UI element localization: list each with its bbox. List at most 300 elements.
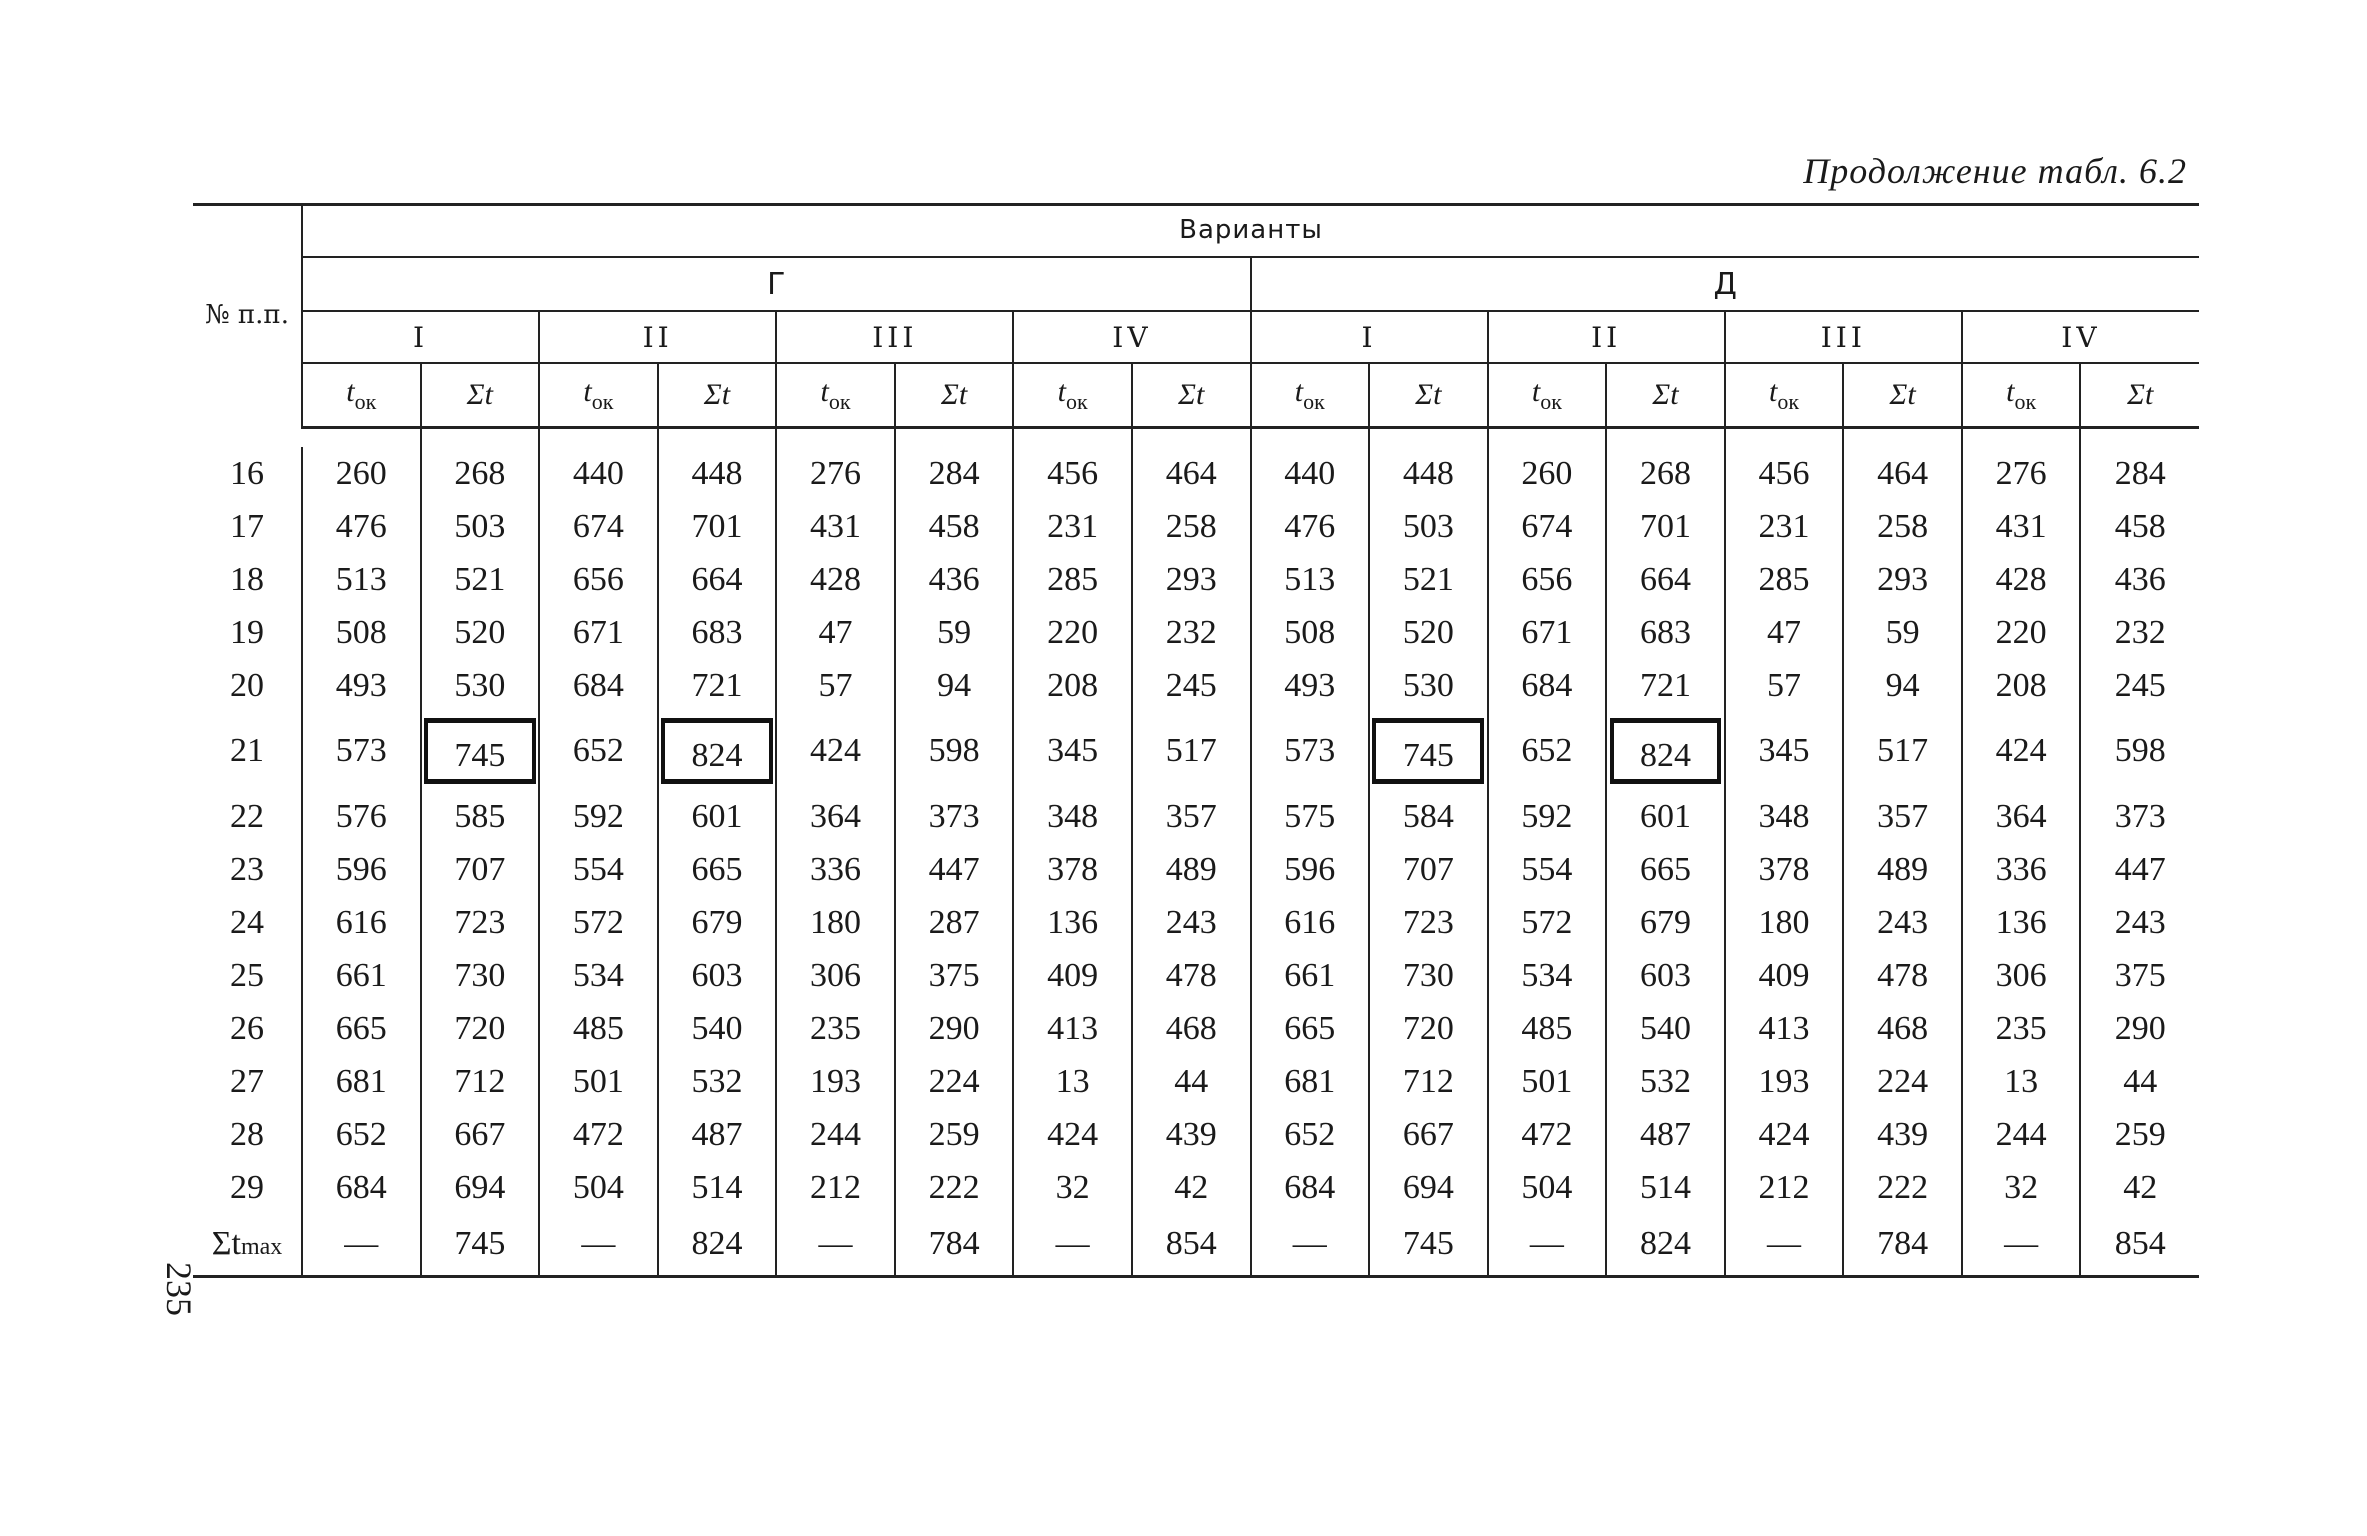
table-cell: 665 <box>1251 1002 1370 1055</box>
table-cell: 428 <box>1962 553 2081 606</box>
table-cell: 258 <box>1843 500 1962 553</box>
table-cell: 684 <box>1251 1161 1370 1214</box>
sum-max-cell: — <box>776 1214 895 1278</box>
table-cell: 258 <box>1132 500 1251 553</box>
table-cell: 603 <box>658 949 777 1002</box>
table-cell: 428 <box>776 553 895 606</box>
table-cell: 554 <box>539 843 658 896</box>
critical-path-value: 745 <box>1372 718 1484 784</box>
table-cell <box>1606 712 1725 790</box>
table-cell: 208 <box>1013 659 1132 712</box>
table-cell: 260 <box>335 454 387 492</box>
table-cell: 136 <box>1013 896 1132 949</box>
table-cell: 665 <box>1606 843 1725 896</box>
row-number: 23 <box>193 843 302 896</box>
table-cell: 652 <box>1251 1108 1370 1161</box>
table-cell: 59 <box>1843 606 1962 659</box>
table-cell: 306 <box>1962 949 2081 1002</box>
table-cell: 243 <box>1132 896 1251 949</box>
table-cell: 712 <box>421 1055 540 1108</box>
row-number: 29 <box>193 1161 302 1214</box>
table-cell: 476 <box>335 507 387 545</box>
table-cell: 584 <box>1369 790 1488 843</box>
table-cell: 721 <box>658 659 777 712</box>
table-cell: 231 <box>1725 500 1844 553</box>
table-cell: 284 <box>895 447 1014 500</box>
table-cell: 232 <box>2080 606 2199 659</box>
column-header-t: t <box>1057 375 1066 408</box>
table-cell: 694 <box>421 1161 540 1214</box>
column-header-sum-t: Σt <box>2080 363 2199 428</box>
column-header-t: t <box>1294 375 1304 408</box>
table-cell: 596 <box>335 850 387 888</box>
column-header-sum-t: Σt <box>895 363 1014 428</box>
table-cell: 440 <box>1251 447 1370 500</box>
column-header-t-subscript: ок <box>354 389 377 414</box>
spacer-cell <box>1725 428 1844 448</box>
table-cell: 439 <box>1132 1108 1251 1161</box>
table-cell: 554 <box>1488 843 1607 896</box>
table-cell: 513 <box>335 560 387 598</box>
table-cell: 504 <box>539 1161 658 1214</box>
table-cell: 532 <box>658 1055 777 1108</box>
table-cell: 730 <box>1369 949 1488 1002</box>
table-cell: 679 <box>658 896 777 949</box>
table-caption: Продолжение табл. 6.2 <box>1803 151 2187 191</box>
sum-max-symbol: Σt <box>211 1225 241 1262</box>
table-cell: 357 <box>1132 790 1251 843</box>
table-cell: 224 <box>1843 1055 1962 1108</box>
column-header-sum-t: Σt <box>421 363 540 428</box>
table-cell: 501 <box>539 1055 658 1108</box>
table-cell: 665 <box>335 1009 387 1047</box>
table-cell: 720 <box>1369 1002 1488 1055</box>
table-cell: 532 <box>1606 1055 1725 1108</box>
table-cell: 472 <box>1488 1108 1607 1161</box>
table-cell: 664 <box>1606 553 1725 606</box>
row-number: 20 <box>193 659 302 712</box>
column-header-t-ok <box>1013 363 1132 428</box>
table-cell: 364 <box>776 790 895 843</box>
table-cell: 576 <box>335 797 387 835</box>
column-header-t: t <box>1769 375 1778 408</box>
data-table <box>193 203 2199 1278</box>
spacer-cell <box>1013 428 1132 448</box>
table-cell: 259 <box>895 1108 1014 1161</box>
row-number: 25 <box>193 949 302 1002</box>
column-header-t-ok <box>1251 363 1370 428</box>
table-cell: 517 <box>1843 712 1962 790</box>
table-cell: 348 <box>1013 790 1132 843</box>
table-cell: 32 <box>1962 1161 2081 1214</box>
table-cell: 244 <box>1962 1108 2081 1161</box>
table-cell: 243 <box>2080 896 2199 949</box>
spacer-cell <box>1251 428 1370 448</box>
table-cell: 720 <box>421 1002 540 1055</box>
column-header-sum-t: Σt <box>1132 363 1251 428</box>
table-cell: 431 <box>1962 500 2081 553</box>
critical-path-value: 824 <box>1610 718 1722 784</box>
column-header-t: t <box>2006 375 2015 408</box>
sum-max-cell: — <box>1013 1214 1132 1278</box>
table-cell: 603 <box>1606 949 1725 1002</box>
table-cell: 180 <box>776 896 895 949</box>
table-cell: 572 <box>539 896 658 949</box>
table-cell: 458 <box>2080 500 2199 553</box>
column-header-t-subscript: ок <box>1777 389 1800 414</box>
table-cell: 235 <box>1962 1002 2081 1055</box>
table-cell: 665 <box>658 843 777 896</box>
row-number: 19 <box>193 606 302 659</box>
table-row <box>193 659 2199 712</box>
table-cell: 730 <box>421 949 540 1002</box>
table-cell: 357 <box>1843 790 1962 843</box>
row-number: 27 <box>193 1055 302 1108</box>
table-cell: 504 <box>1488 1161 1607 1214</box>
column-header-t-subscript: ок <box>2014 389 2037 414</box>
table-row <box>193 553 2199 606</box>
table-row <box>193 949 2199 1002</box>
table-row <box>193 896 2199 949</box>
row-number: 26 <box>193 1002 302 1055</box>
table-cell: 208 <box>1962 659 2081 712</box>
table-cell: 534 <box>1488 949 1607 1002</box>
column-header-t-subscript: ок <box>828 389 851 414</box>
page-number: 235 <box>159 1262 199 1316</box>
row-number-header: № п.п. <box>193 203 302 428</box>
column-header-row <box>193 363 2199 428</box>
table-cell: 656 <box>539 553 658 606</box>
table-cell: 212 <box>776 1161 895 1214</box>
table-row <box>193 1161 2199 1214</box>
table-cell: 375 <box>895 949 1014 1002</box>
table-cell: 681 <box>335 1062 387 1100</box>
table-cell: 701 <box>1606 500 1725 553</box>
table-cell: 222 <box>895 1161 1014 1214</box>
table-cell: 478 <box>1843 949 1962 1002</box>
sum-max-subscript: max <box>240 1234 283 1260</box>
table-cell: 458 <box>895 500 1014 553</box>
table-cell: 424 <box>1013 1108 1132 1161</box>
table-cell: 224 <box>895 1055 1014 1108</box>
table-cell: 501 <box>1488 1055 1607 1108</box>
column-header-sum-t: Σt <box>1843 363 1962 428</box>
table-cell: 573 <box>1251 712 1370 790</box>
spacer-cell <box>776 428 895 448</box>
group-header: Д <box>1251 257 2200 311</box>
table-cell: 413 <box>1013 1002 1132 1055</box>
sum-max-cell: — <box>1725 1214 1844 1278</box>
table-cell: 375 <box>2080 949 2199 1002</box>
table-cell: 707 <box>421 843 540 896</box>
subgroup-header: III <box>776 311 1013 363</box>
spacer-cell <box>895 428 1014 448</box>
table-cell: 32 <box>1013 1161 1132 1214</box>
table-cell: 514 <box>658 1161 777 1214</box>
table-cell: 180 <box>1725 896 1844 949</box>
table-cell: 285 <box>1725 553 1844 606</box>
table-cell: 683 <box>1606 606 1725 659</box>
table-cell: 268 <box>421 447 540 500</box>
table-header <box>193 203 2199 428</box>
sum-max-cell: — <box>1251 1214 1370 1278</box>
table-cell: 656 <box>1488 553 1607 606</box>
table-spacer-row <box>193 428 2199 448</box>
spacer-cell <box>1369 428 1488 448</box>
row-number: 18 <box>193 553 302 606</box>
table-cell: 336 <box>776 843 895 896</box>
sum-max-cell: — <box>344 1225 379 1262</box>
table-cell: 684 <box>539 659 658 712</box>
table-cell: 276 <box>776 447 895 500</box>
spacer-cell <box>1962 428 2081 448</box>
table-cell: 468 <box>1843 1002 1962 1055</box>
table-row <box>193 500 2199 553</box>
table-cell: 57 <box>776 659 895 712</box>
spacer-cell <box>1132 428 1251 448</box>
table-cell: 348 <box>1725 790 1844 843</box>
column-header-t-ok <box>1488 363 1607 428</box>
table-cell: 193 <box>776 1055 895 1108</box>
sum-max-cell: 745 <box>421 1214 540 1278</box>
table-cell: 592 <box>539 790 658 843</box>
table-row <box>193 790 2199 843</box>
column-header-t: t <box>820 375 829 408</box>
spacer-cell <box>539 428 658 448</box>
table-cell: 44 <box>2080 1055 2199 1108</box>
subgroup-header: II <box>1488 311 1725 363</box>
table-cell: 290 <box>2080 1002 2199 1055</box>
table-cell: 508 <box>1251 606 1370 659</box>
table-cell: 652 <box>1488 712 1607 790</box>
table-cell: 13 <box>1013 1055 1132 1108</box>
sum-max-cell: 784 <box>1843 1214 1962 1278</box>
table-cell: 487 <box>658 1108 777 1161</box>
table-cell: 517 <box>1132 712 1251 790</box>
table-cell: 47 <box>1725 606 1844 659</box>
table-body <box>193 428 2199 1279</box>
table-cell: 94 <box>1843 659 1962 712</box>
table-cell: 503 <box>1369 500 1488 553</box>
table-cell: 456 <box>1725 447 1844 500</box>
sum-max-label <box>193 1214 302 1278</box>
critical-path-value: 824 <box>661 718 773 784</box>
group-header-row <box>193 257 2199 311</box>
column-header-t-ok <box>539 363 658 428</box>
spacer-cell <box>1606 428 1725 448</box>
table-cell: 447 <box>895 843 1014 896</box>
variants-header: Варианты <box>1179 214 1323 245</box>
table-cell: 373 <box>895 790 1014 843</box>
table-row <box>193 1002 2199 1055</box>
spacer-cell <box>193 428 302 448</box>
spacer-cell <box>1488 428 1607 448</box>
table-cell: 220 <box>1962 606 2081 659</box>
spacer-cell <box>2080 428 2199 448</box>
table-cell: 671 <box>1488 606 1607 659</box>
sum-max-cell: 784 <box>895 1214 1014 1278</box>
table-cell: 683 <box>658 606 777 659</box>
table-cell: 448 <box>658 447 777 500</box>
sum-max-cell: 745 <box>1369 1214 1488 1278</box>
sum-max-cell: 854 <box>2080 1214 2199 1278</box>
table-row <box>193 447 2199 500</box>
table-cell: 521 <box>421 553 540 606</box>
table-cell: 293 <box>1843 553 1962 606</box>
table-cell: 679 <box>1606 896 1725 949</box>
table-cell: 268 <box>1606 447 1725 500</box>
table-cell: 489 <box>1132 843 1251 896</box>
table-cell: 476 <box>1251 500 1370 553</box>
table-cell: 575 <box>1251 790 1370 843</box>
table-row <box>193 712 2199 790</box>
table-cell: 540 <box>658 1002 777 1055</box>
table-cell: 573 <box>335 732 387 769</box>
table-cell: 378 <box>1725 843 1844 896</box>
row-number: 22 <box>193 790 302 843</box>
group-header: Г <box>302 257 1251 311</box>
table-cell: 493 <box>1251 659 1370 712</box>
table-cell: 260 <box>1488 447 1607 500</box>
table-cell: 520 <box>1369 606 1488 659</box>
spacer-cell <box>302 428 421 448</box>
spacer-cell <box>658 428 777 448</box>
sum-max-cell: 824 <box>1606 1214 1725 1278</box>
table-cell: 540 <box>1606 1002 1725 1055</box>
table-cell: 245 <box>2080 659 2199 712</box>
row-number: 17 <box>193 500 302 553</box>
table-cell: 231 <box>1013 500 1132 553</box>
subgroup-header: III <box>1725 311 1962 363</box>
table-cell: 57 <box>1725 659 1844 712</box>
subgroup-header-row <box>193 311 2199 363</box>
table-cell: 652 <box>335 1115 387 1153</box>
column-header-t-ok <box>302 363 421 428</box>
table-cell: 284 <box>2080 447 2199 500</box>
table-cell: 448 <box>1369 447 1488 500</box>
table-cell: 193 <box>1725 1055 1844 1108</box>
column-header-sum-t: Σt <box>1606 363 1725 428</box>
table-cell: 378 <box>1013 843 1132 896</box>
table-cell: 513 <box>1251 553 1370 606</box>
table-cell: 712 <box>1369 1055 1488 1108</box>
table-cell: 616 <box>1251 896 1370 949</box>
table-cell: 345 <box>1013 712 1132 790</box>
column-header-t-subscript: ок <box>1540 389 1562 414</box>
table-row <box>193 606 2199 659</box>
table-cell: 489 <box>1843 843 1962 896</box>
table-cell: 681 <box>1251 1055 1370 1108</box>
table-cell: 674 <box>1488 500 1607 553</box>
row-number: 21 <box>193 712 302 790</box>
sum-max-cell: 854 <box>1132 1214 1251 1278</box>
column-header-t-subscript: ок <box>1303 389 1325 414</box>
table-cell: 47 <box>776 606 895 659</box>
table-cell: 674 <box>539 500 658 553</box>
column-header-t-subscript: ок <box>591 389 614 414</box>
table-row <box>193 1055 2199 1108</box>
table-cell: 59 <box>895 606 1014 659</box>
table-cell: 707 <box>1369 843 1488 896</box>
spacer-cell <box>1843 428 1962 448</box>
table-cell: 723 <box>1369 896 1488 949</box>
table-cell: 721 <box>1606 659 1725 712</box>
table-cell: 485 <box>539 1002 658 1055</box>
sum-max-row <box>193 1214 2199 1278</box>
spacer-cell <box>421 428 540 448</box>
column-header-sum-t: Σt <box>658 363 777 428</box>
table-cell: 276 <box>1962 447 2081 500</box>
table-cell: 364 <box>1962 790 2081 843</box>
table-cell: 534 <box>539 949 658 1002</box>
table-cell: 596 <box>1251 843 1370 896</box>
table-cell: 472 <box>539 1108 658 1161</box>
table-cell: 464 <box>1132 447 1251 500</box>
table-cell: 212 <box>1725 1161 1844 1214</box>
table-cell: 684 <box>1488 659 1607 712</box>
table-cell: 290 <box>895 1002 1014 1055</box>
table-cell: 345 <box>1725 712 1844 790</box>
table-cell: 585 <box>421 790 540 843</box>
table-cell: 436 <box>2080 553 2199 606</box>
row-number: 16 <box>193 447 302 500</box>
table-cell: 244 <box>776 1108 895 1161</box>
table-cell: 373 <box>2080 790 2199 843</box>
table-cell: 667 <box>421 1108 540 1161</box>
table-row <box>193 843 2199 896</box>
table-cell: 245 <box>1132 659 1251 712</box>
table-cell: 439 <box>1843 1108 1962 1161</box>
table-cell: 530 <box>1369 659 1488 712</box>
table-cell: 431 <box>776 500 895 553</box>
table-cell: 436 <box>895 553 1014 606</box>
sum-max-cell: 824 <box>658 1214 777 1278</box>
table-cell: 652 <box>539 712 658 790</box>
table-cell: 232 <box>1132 606 1251 659</box>
subgroup-header: IV <box>1013 311 1250 363</box>
table-cell: 572 <box>1488 896 1607 949</box>
table-cell: 235 <box>776 1002 895 1055</box>
table-cell: 493 <box>335 666 387 704</box>
column-header-t-subscript: ок <box>1065 389 1088 414</box>
table-cell: 409 <box>1725 949 1844 1002</box>
table-cell: 671 <box>539 606 658 659</box>
table-cell: 667 <box>1369 1108 1488 1161</box>
table-cell: 222 <box>1843 1161 1962 1214</box>
table-cell: 478 <box>1132 949 1251 1002</box>
table-cell: 220 <box>1013 606 1132 659</box>
table-cell: 447 <box>2080 843 2199 896</box>
column-header-t: t <box>583 375 592 408</box>
table-cell: 664 <box>658 553 777 606</box>
table-cell <box>421 712 540 790</box>
sum-max-cell: — <box>539 1214 658 1278</box>
table-cell: 440 <box>539 447 658 500</box>
table-cell: 424 <box>1725 1108 1844 1161</box>
table-cell: 520 <box>421 606 540 659</box>
row-number: 28 <box>193 1108 302 1161</box>
table-cell: 487 <box>1606 1108 1725 1161</box>
table-cell: 601 <box>1606 790 1725 843</box>
table-cell <box>1369 712 1488 790</box>
table-cell: 336 <box>1962 843 2081 896</box>
table-cell: 530 <box>421 659 540 712</box>
table-cell: 464 <box>1843 447 1962 500</box>
subgroup-header: II <box>539 311 776 363</box>
table-cell: 285 <box>1013 553 1132 606</box>
table-cell: 661 <box>335 956 387 994</box>
table-cell: 293 <box>1132 553 1251 606</box>
